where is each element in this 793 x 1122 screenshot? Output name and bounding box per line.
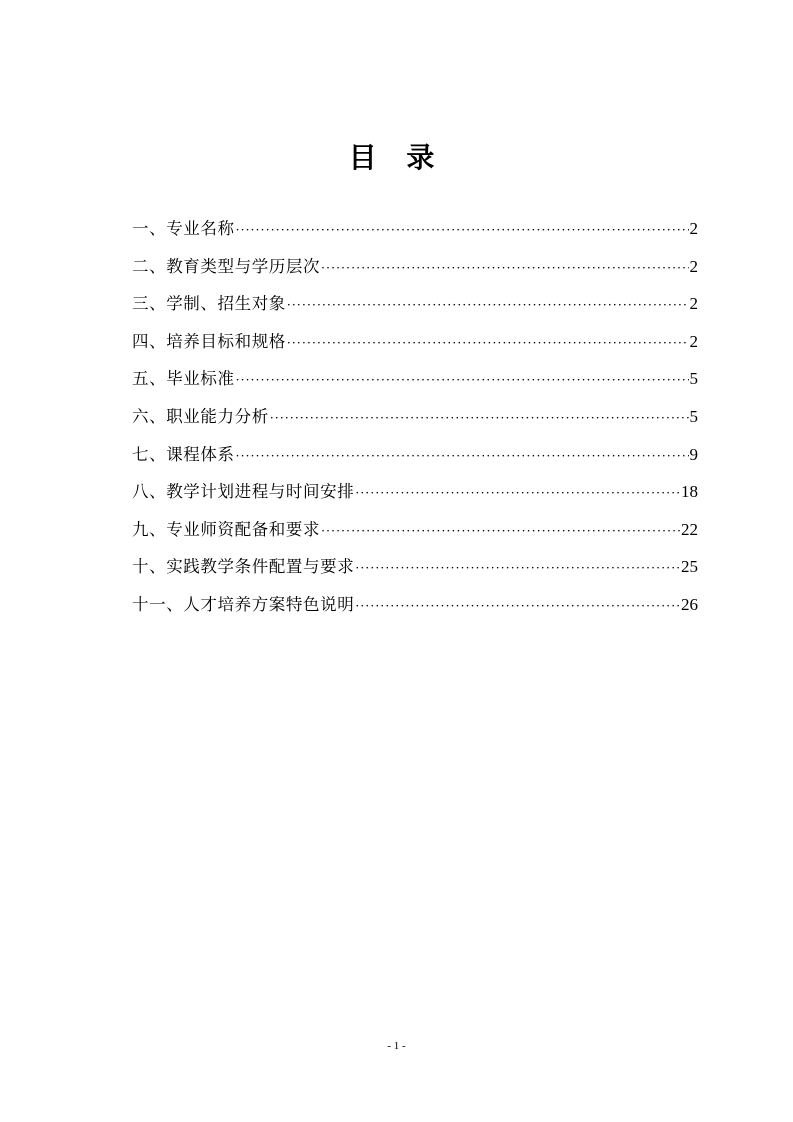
toc-entry-page: 2 (689, 294, 698, 314)
toc-entry-11[interactable] (132, 586, 698, 624)
toc-dot-leader (321, 250, 688, 288)
toc-dot-leader (236, 362, 689, 400)
toc-entry-label: 六、职业能力分析 (132, 406, 269, 426)
toc-entry-page: 9 (689, 444, 698, 464)
toc-entry-label: 五、毕业标准 (132, 369, 235, 389)
toc-entry-page: 2 (689, 219, 698, 238)
toc-entry-1[interactable] (132, 210, 698, 248)
toc-dot-leader (270, 400, 689, 438)
toc-entry-6[interactable] (132, 398, 698, 436)
toc-entry-page: 5 (689, 406, 698, 426)
toc-entry-label: 十一、人才培养方案特色说明 (132, 594, 355, 614)
table-of-contents (132, 210, 698, 624)
toc-entry-label: 八、教学计划进程与时间安排 (132, 482, 355, 502)
toc-entry-2[interactable] (132, 248, 698, 286)
toc-dot-leader (236, 438, 689, 476)
toc-dot-leader (236, 212, 689, 250)
toc-entry-label: 四、培养目标和规格 (132, 331, 286, 351)
toc-entry-page: 25 (681, 557, 698, 577)
toc-entry-page: 5 (689, 369, 698, 389)
toc-entry-9[interactable] (132, 511, 698, 549)
toc-entry-5[interactable] (132, 360, 698, 398)
toc-entry-label: 三、学制、招生对象 (132, 294, 286, 314)
toc-entry-page: 2 (689, 256, 698, 276)
toc-entry-page: 18 (681, 482, 698, 502)
toc-entry-4[interactable] (132, 323, 698, 361)
toc-entry-label: 十、实践教学条件配置与要求 (132, 557, 355, 577)
toc-entry-7[interactable] (132, 436, 698, 474)
toc-dot-leader (355, 588, 680, 626)
toc-dot-leader (355, 475, 680, 513)
toc-entry-page: 22 (681, 519, 698, 539)
toc-dot-leader (321, 513, 680, 551)
toc-entry-3[interactable] (132, 285, 698, 323)
toc-entry-10[interactable] (132, 548, 698, 586)
toc-entry-8[interactable] (132, 473, 698, 511)
toc-entry-label: 一、专业名称 (132, 219, 235, 238)
toc-dot-leader (287, 325, 689, 363)
toc-entry-page: 26 (681, 594, 698, 614)
toc-entry-label: 九、专业师资配备和要求 (132, 519, 321, 539)
page-number: - 1 - (387, 1040, 406, 1052)
toc-dot-leader (355, 550, 680, 588)
toc-entry-label: 二、教育类型与学历层次 (132, 256, 321, 276)
toc-title: 目 录 (348, 141, 445, 174)
toc-entry-page: 2 (689, 331, 698, 351)
toc-entry-label: 七、课程体系 (132, 444, 235, 464)
toc-dot-leader (287, 287, 689, 325)
